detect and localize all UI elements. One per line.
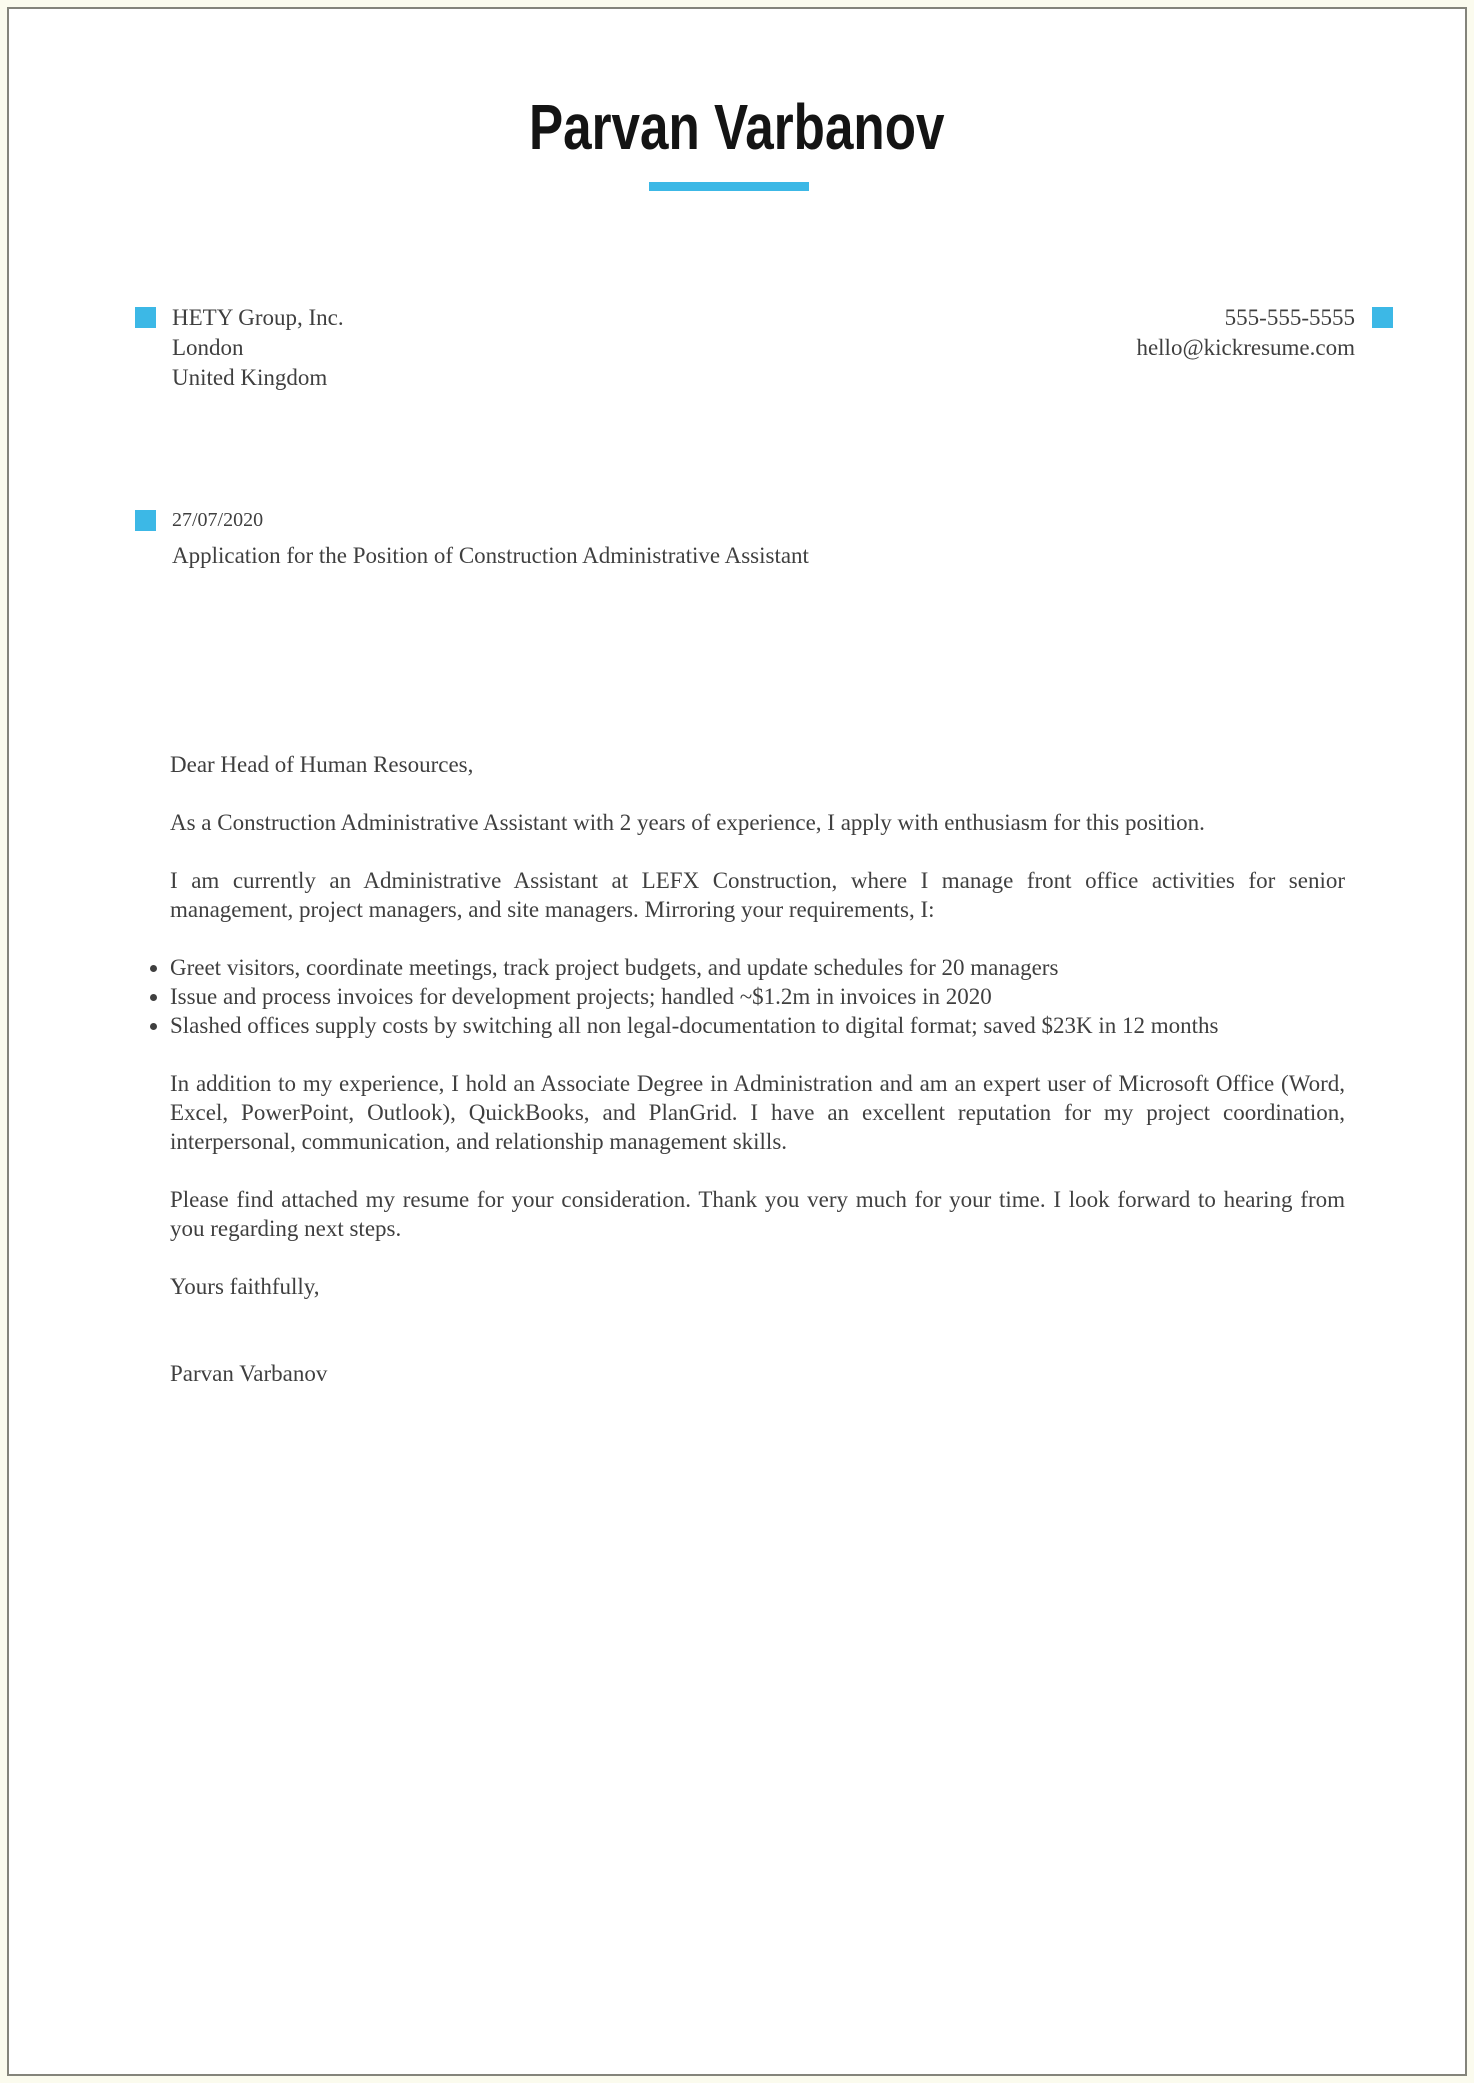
letter-subject: Application for the Position of Construction Administrative Assistant [172, 543, 809, 568]
recipient-address-lines [172, 303, 344, 393]
recipient-address-block [135, 303, 344, 393]
recipient-country: United Kingdom [172, 365, 328, 390]
applicant-name: Parvan Varbanov [529, 91, 945, 163]
list-item: • Issue and process invoices for development projects; handled ~$1.2m in invoices in 2020 [170, 982, 1345, 1011]
title-underline-accent [649, 182, 809, 191]
list-item: • Slashed offices supply costs by switching all non legal-documentation to digital format; saved $23K in 12 months [170, 1011, 1345, 1040]
date-subject-block [135, 508, 1393, 570]
paragraph: In addition to my experience, I hold an Associate Degree in Administration and am an expert user of Microsoft Office (Word, Excel, PowerPoint, Outlook), QuickBooks, and PlanGrid. I have an excellent reputation for my project coordination, interpersonal, communication, and relationship management skills. [170, 1071, 1345, 1154]
salutation: Dear Head of Human Resources, [170, 752, 474, 777]
phone-number: 555-555-5555 [1224, 305, 1355, 330]
accent-square-icon [1372, 307, 1393, 328]
paragraph: I am currently an Administrative Assistant at LEFX Construction, where I manage front office activities for senior management, project managers, and site managers. Mirroring your requirements, I: [170, 868, 1345, 922]
email-address: hello@kickresume.com [1136, 335, 1355, 360]
applicant-contact-block [1136, 303, 1393, 393]
accent-square-icon [135, 510, 156, 531]
contact-header [135, 303, 1393, 393]
letter-body [170, 750, 1345, 1388]
letter-date: 27/07/2020 [172, 509, 264, 531]
date-subject-lines [172, 508, 809, 570]
paragraph: As a Construction Administrative Assistant with 2 years of experience, I apply with enthusiasm for this position. [170, 810, 1205, 835]
signature-name: Parvan Varbanov [170, 1361, 328, 1386]
accent-square-icon [135, 307, 156, 328]
list-item: • Greet visitors, coordinate meetings, track project budgets, and update schedules for 20 managers [170, 953, 1345, 982]
recipient-company: HETY Group, Inc. [172, 305, 344, 330]
valediction: Yours faithfully, [170, 1274, 320, 1299]
page-title [0, 91, 1474, 163]
recipient-city: London [172, 335, 244, 360]
phone-line [1225, 303, 1393, 333]
paragraph: Please find attached my resume for your consideration. Thank you very much for your time. I look forward to hearing from you regarding next steps. [170, 1187, 1345, 1241]
achievements-list [170, 953, 1345, 1040]
